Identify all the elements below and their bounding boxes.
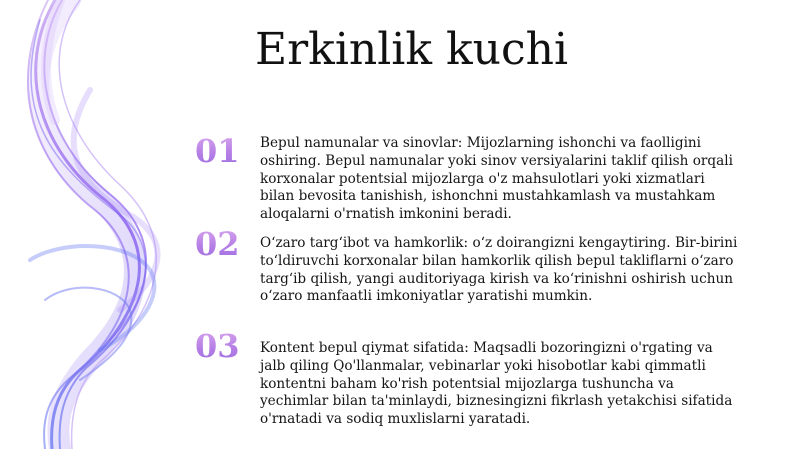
item-text: O‘zaro targ‘ibot va hamkorlik: o‘z doirangizni kengaytiring. Bir-birini to‘ldiruvchi korxonalar bilan hamkorlik qilish bepul takliflarni o‘zaro targ‘ib qilish, yangi auditoriyaga kirish va ko‘rinishni oshirish uchun o‘zaro manfaatli imkoniyatlar yaratishi mumkin. — [260, 235, 738, 305]
item-number: 03 — [195, 328, 255, 364]
purple-smoke-decoration — [0, 0, 200, 449]
item-text: Bepul namunalar va sinovlar: Mijozlarning ishonchi va faolligini oshiring. Bepul namunalar yoki sinov versiyalarini taklif qilish orqali korxonalar potentsial mijozlarga o'z mahsulotlari yoki xizmatlari bilan bevosita tanishish, ishonchni mustahkamlash va mustahkam aloqalarni o'rnatish imkonini beradi. — [260, 135, 733, 223]
slide-title: Erkinlik kuchi — [255, 24, 569, 75]
item-number: 01 — [195, 133, 255, 169]
item-number: 02 — [195, 226, 255, 262]
item-text: Kontent bepul qiymat sifatida: Maqsadli bozoringizni o'rgating va jalb qiling Qo'llanmalar, vebinarlar yoki hisobotlar kabi qimmatli kontentni baham ko'rish potentsial mijozlarga tushuncha va yechimlar bilan ta'minlaydi, biznesingizni fikrlash yetakchisi sifatida o'rnatadi va sodiq muxlislarni yaratadi. — [260, 340, 733, 428]
